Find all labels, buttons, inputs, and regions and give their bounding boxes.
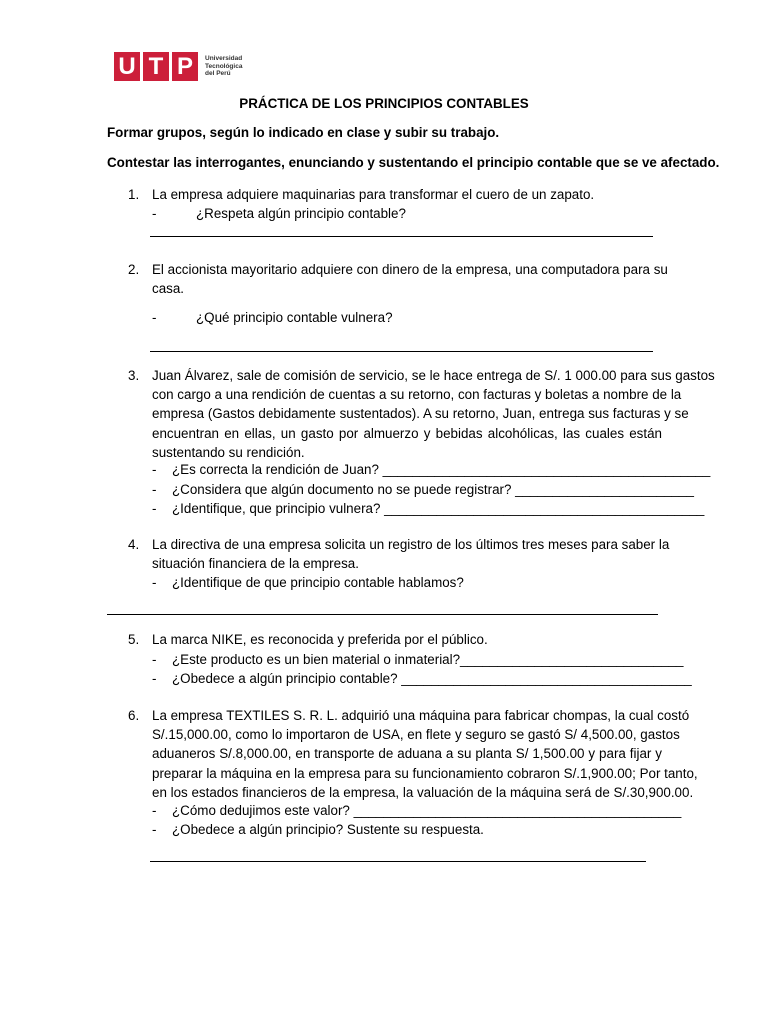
page-title: PRÁCTICA DE LOS PRINCIPIOS CONTABLES bbox=[239, 96, 529, 111]
utp-logo bbox=[114, 52, 242, 81]
question-3-text bbox=[152, 366, 715, 462]
question-4-item-1: ¿Identifique de que principio contable hablamos? bbox=[172, 575, 464, 590]
question-line: en los estados financieros de la empresa, la valuación de la máquina será de S/.30,900.00. bbox=[152, 784, 694, 800]
question-line: con cargo a una rendición de cuentas a su retorno, con facturas y boletas a nombre de la bbox=[152, 387, 682, 403]
question-line: El accionista mayoritario adquiere con dinero de la empresa, una computadora para su bbox=[152, 262, 668, 277]
question-line: S/.15,000.00, como lo importaron de USA, en flete y seguro se gastó S/ 4,500.00, gastos bbox=[152, 727, 680, 743]
question-3-item-1[interactable]: ¿Es correcta la rendición de Juan? ____________________________________________ bbox=[172, 462, 711, 477]
answer-line-4[interactable] bbox=[107, 614, 658, 615]
question-5-text bbox=[152, 630, 662, 649]
question-5-item-2[interactable]: ¿Obedece a algún principio contable? _______________________________________ bbox=[172, 671, 692, 686]
question-line: preparar la máquina en la empresa para su funcionamiento cobraron S/.1,900.00; Por tanto, bbox=[152, 765, 698, 781]
question-3-number: 3. bbox=[128, 368, 140, 383]
question-6-text bbox=[152, 706, 698, 802]
question-line: casa. bbox=[152, 281, 185, 297]
question-3-dash-1: - bbox=[152, 462, 157, 477]
question-1-number: 1. bbox=[128, 187, 140, 202]
answer-line-2[interactable] bbox=[150, 351, 653, 352]
instruction-answer: Contestar las interrogantes, enunciando y sustentando el principio contable que se ve afectado. bbox=[107, 155, 720, 170]
question-line: La marca NIKE, es reconocida y preferida por el público. bbox=[152, 632, 488, 647]
question-6-item-2: ¿Obedece a algún principio? Sustente su respuesta. bbox=[172, 822, 484, 837]
question-line: situación financiera de la empresa. bbox=[152, 556, 359, 572]
question-2-item-1: ¿Qué principio contable vulnera? bbox=[196, 310, 393, 325]
question-line: Juan Álvarez, sale de comisión de servicio, se le hace entrega de S/. 1 000.00 para sus gastos bbox=[152, 368, 715, 383]
question-1-item-1: ¿Respeta algún principio contable? bbox=[196, 206, 406, 221]
question-5-dash-2: - bbox=[152, 671, 157, 686]
question-6-dash-2: - bbox=[152, 822, 157, 837]
question-3-item-3[interactable]: ¿Identifique, que principio vulnera? ___________________________________________ bbox=[172, 501, 705, 516]
question-3-item-2[interactable]: ¿Considera que algún documento no se puede registrar? ________________________ bbox=[172, 482, 694, 497]
question-4-dash: - bbox=[152, 575, 157, 590]
logo-letter-u: U bbox=[114, 52, 140, 81]
question-5-number: 5. bbox=[128, 632, 140, 647]
question-line: La empresa adquiere maquinarias para transformar el cuero de un zapato. bbox=[152, 187, 595, 202]
question-4-text bbox=[152, 535, 670, 573]
question-line: aduaneros S/.8,000.00, en transporte de aduana a su planta S/ 1,500.00 y para fijar y bbox=[152, 746, 662, 762]
question-3-dash-3: - bbox=[152, 501, 157, 516]
question-5-dash-1: - bbox=[152, 652, 157, 667]
question-line: empresa (Gastos debidamente sustentados). A su retorno, Juan, entrega sus facturas y se bbox=[152, 406, 689, 422]
question-1-dash: - bbox=[152, 206, 157, 221]
instruction-groups: Formar grupos, según lo indicado en clase y subir su trabajo. bbox=[107, 125, 500, 140]
question-4-number: 4. bbox=[128, 537, 140, 552]
answer-line-1[interactable] bbox=[150, 236, 653, 237]
question-line: encuentran en ellas, un gasto por almuerzo y bebidas alcohólicas, las cuales están bbox=[152, 425, 662, 441]
logo-text-line: del Perú bbox=[205, 70, 231, 78]
question-3-dash-2: - bbox=[152, 482, 157, 497]
question-line: La empresa TEXTILES S. R. L. adquirió una máquina para fabricar chompas, la cual costó bbox=[152, 708, 690, 723]
question-6-dash-1: - bbox=[152, 803, 157, 818]
logo-text bbox=[205, 55, 242, 78]
logo-letter-p: P bbox=[172, 52, 198, 81]
logo-letter-t: T bbox=[143, 52, 169, 81]
question-line: sustentando su rendición. bbox=[152, 444, 305, 460]
question-2-dash: - bbox=[152, 310, 157, 325]
answer-line-6[interactable] bbox=[150, 861, 646, 862]
question-2-number: 2. bbox=[128, 262, 140, 277]
question-2-text bbox=[152, 260, 668, 298]
question-line: La directiva de una empresa solicita un registro de los últimos tres meses para saber la bbox=[152, 537, 670, 552]
question-6-number: 6. bbox=[128, 708, 140, 723]
question-5-item-1[interactable]: ¿Este producto es un bien material o inmaterial?______________________________ bbox=[172, 652, 684, 667]
logo-letters bbox=[114, 52, 201, 81]
question-1-text bbox=[152, 185, 662, 204]
question-6-item-1[interactable]: ¿Cómo dedujimos este valor? ____________________________________________ bbox=[172, 803, 682, 818]
logo-text-line: Tecnológica bbox=[205, 62, 243, 70]
logo-text-line: Universidad bbox=[205, 55, 243, 63]
